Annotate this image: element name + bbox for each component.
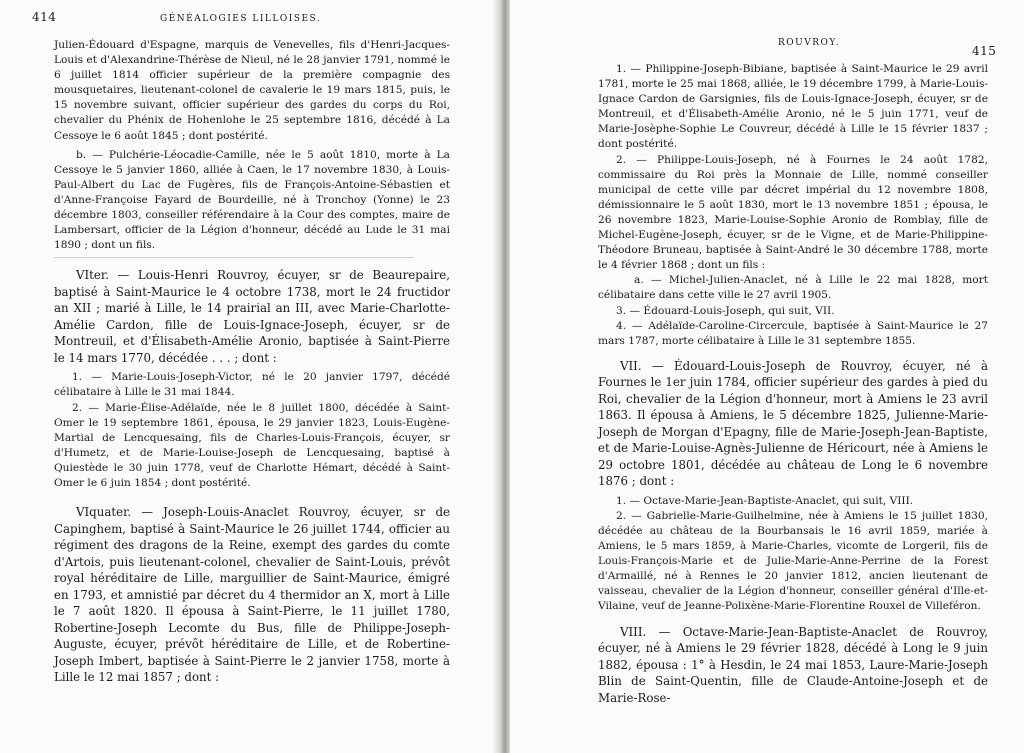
list-item: 4. — Adélaïde-Caroline-Circercule, baptisée à Saint-Maurice le 27 mars 1787, morte célibataire à Lille le 31 septembre 1855. [598, 319, 988, 347]
right-page [510, 0, 1024, 753]
paragraph: VIter. — Louis-Henri Rouvroy, écuyer, sr de Beaurepaire, baptisé à Saint-Maurice le 4 octobre 1738, mort le 24 fructidor an XII ; marié à Lille, le 14 prairial an III, avec Marie-Charlotte-Amélie Cardon, fille de Louis-Ignace-Joseph, écuyer, sr de Montreuil, et d'Élisabeth-Amélie Aronio, baptisée à Saint-Pierre le 14 mars 1770, décédée . . . ; dont : [54, 268, 450, 365]
list-item: 3. — Édouard-Louis-Joseph, qui suit, VII. [616, 304, 835, 317]
running-head-left: GÉNÉALOGIES LILLOISES. [160, 14, 322, 24]
page-number-left: 414 [32, 10, 57, 24]
list-item: 2. — Gabrielle-Marie-Guilhelmine, née à Amiens le 15 juillet 1830, décédée au château de la Bourbansais le 16 avril 1859, mariée à Amiens, le 5 mars 1859, à Marie-Charles, vicomte de Lorgeril, fils de Louis-François-Marie et de Julie-Marie-Anne-Perrine de la Forest d'Armaillé, né à Rennes le 20 janvier 1812, ancien lieutenant de vaisseau, chevalier de la Légion d'honneur, conseiller général d'Ille-et-Vilaine, veuf de Jeanne-Polixène-Marie-Florentine Rouxel de Villeféron. [598, 509, 988, 613]
paragraph: b. — Pulchérie-Léocadie-Camille, née le 5 août 1810, morte à La Cessoye le 5 janvier 1860, alliée à Caen, le 17 novembre 1830, à Louis-Paul-Albert du Lac de Fugères, fils de François-Antoine-Sébastien et d'Anne-Françoise Fayard de Bourdeille, né à Tronchoy (Yonne) le 23 décembre 1803, conseiller référendaire à la Cour des comptes, maire de Lambersart, officier de la Légion d'honneur, décédé au Lude le 31 mai 1890 ; dont un fils. [54, 148, 450, 252]
page-number-right: 415 [972, 44, 997, 58]
divider [54, 257, 414, 258]
list-item: 1. — Marie-Louis-Joseph-Victor, né le 20 janvier 1797, décédé célibataire à Lille le 31 mai 1844. [54, 371, 450, 399]
paragraph: VIII. — Octave-Marie-Jean-Baptiste-Anaclet de Rouvroy, écuyer, né à Amiens le 29 février 1828, décédé à Long le 9 juin 1882, épousa : 1° à Hesdin, le 24 mai 1853, Laure-Marie-Joseph Blin de Saint-Quentin, fille de Claude-Antoine-Joseph et de Marie-Rose- [598, 624, 988, 705]
list-item: 1. — Philippine-Joseph-Bibiane, baptisée à Saint-Maurice le 29 avril 1781, morte le 25 mai 1868, alliée, le 19 décembre 1799, à Marie-Louis-Ignace Cardon de Garsignies, fils de Louis-Ignace-Joseph, écuyer, sr de Montreuil, et d'Élisabeth-Amélie Aronio, né le 5 juin 1771, veuf de Marie-Josèphe-Sophie Le Couvreur, décédé à Lille le 15 février 1837 ; dont postérité. [598, 63, 988, 151]
paragraph: VIquater. — Joseph-Louis-Anaclet Rouvroy, écuyer, sr de Capinghem, baptisé à Saint-Maurice le 26 juillet 1744, officier au régiment des dragons de la Reine, exempt des gardes du comte d'Artois, puis lieutenant-colonel, chevalier de Saint-Louis, prévôt royal héréditaire de Lille, marguillier de Saint-Maurice, émigré en 1793, et amnistié par décret du 4 thermidor an X, mort à Lille le 7 août 1820. Il épousa à Saint-Pierre, le 11 juillet 1780, Robertine-Joseph Lecomte du Bus, fille de Philippe-Joseph-Auguste, écuyer, prévôt héréditaire de Lille, et de Robertine-Joseph Imbert, baptisée à Saint-Pierre le 2 janvier 1758, morte à Lille le 12 mai 1857 ; dont : [54, 505, 450, 685]
right-text-column [598, 62, 988, 706]
list-item: 2. — Marie-Élise-Adélaïde, née le 8 juillet 1800, décédée à Saint-Omer le 19 septembre 1861, épousa, le 29 janvier 1823, Louis-Eugène-Martial de Lencquesaing, fils de Charles-Louis-François, écuyer, sr d'Humetz, et de Marie-Louise-Joseph de Lencquesaing, baptisé à Quiestède le 30 juin 1778, veuf de Charlotte Hémart, décédé à Saint-Omer le 6 juin 1854 ; dont postérité. [54, 401, 450, 489]
paragraph: VII. — Édouard-Louis-Joseph de Rouvroy, écuyer, né à Fournes le 1er juin 1784, officier supérieur des gardes à pied du Roi, chevalier de la Légion d'honneur, mort à Amiens le 23 avril 1863. Il épousa à Amiens, le 5 décembre 1825, Julienne-Marie-Joseph de Morgan d'Epagny, fille de Marie-Joseph-Jean-Baptiste, et de Marie-Louise-Agnès-Julienne de Héricourt, née à Amiens le 29 octobre 1801, décédée au château de Long le 6 novembre 1876 ; dont : [598, 358, 988, 489]
paragraph: Julien-Édouard d'Espagne, marquis de Venevelles, fils d'Henri-Jacques-Louis et d'Alexandrine-Thérèse de Nieul, né le 28 janvier 1791, nommé le 6 juillet 1814 officier supérieur de la première compagnie des mousquetaires, lieutenant-colonel de cavalerie le 19 mars 1815, puis, le 15 novembre suivant, officier supérieur des gardes du corps du Roi, chevalier du Phénix de Hohenlohe le 25 septembre 1816, décédé à La Cessoye le 6 août 1845 ; dont postérité. [54, 39, 450, 142]
running-head-right: ROUVROY. [778, 38, 841, 48]
left-text-column [54, 38, 450, 686]
left-page [0, 0, 500, 753]
list-item: 1. — Octave-Marie-Jean-Baptiste-Anaclet, qui suit, VIII. [616, 494, 914, 507]
list-item: 2. — Philippe-Louis-Joseph, né à Fournes le 24 août 1782, commissaire du Roi près la Monnaie de Lille, nommé conseiller municipal de cette ville par décret impérial du 12 novembre 1808, démissionnaire le 5 août 1830, mort le 13 novembre 1851 ; épousa, le 26 novembre 1823, Marie-Louise-Sophie Aronio de Romblay, fille de Michel-Eugène-Joseph, écuyer, sr de le Vigne, et de Marie-Philippine-Théodore Bruneau, baptisée à Saint-André le 30 décembre 1788, morte le 4 février 1868 ; dont un fils : [598, 153, 988, 272]
list-item: a. — Michel-Julien-Anaclet, né à Lille le 22 mai 1828, mort célibataire dans cette ville le 27 avril 1905. [598, 274, 988, 302]
